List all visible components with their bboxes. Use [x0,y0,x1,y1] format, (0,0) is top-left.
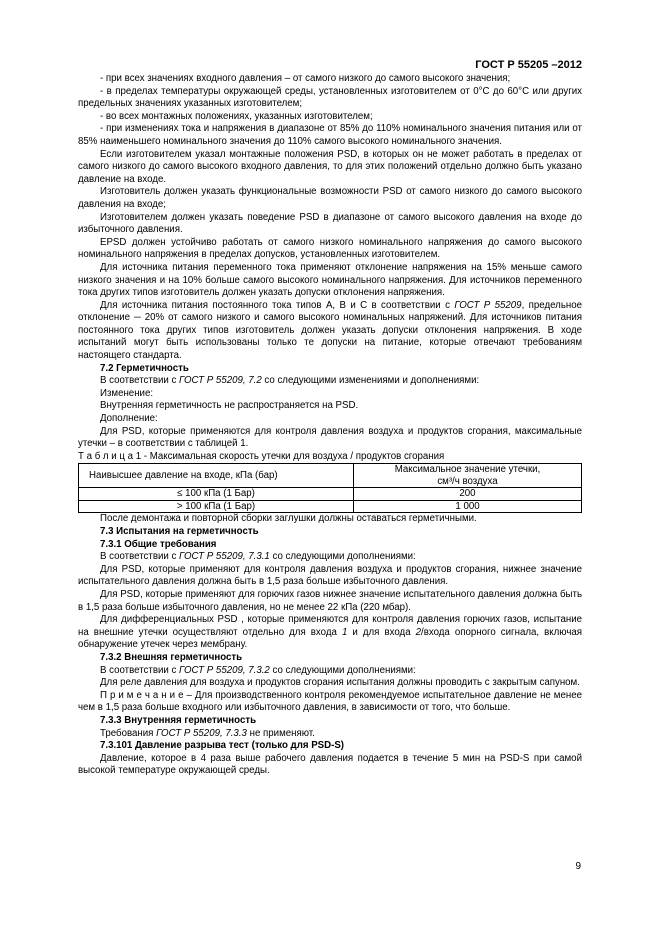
paragraph: Для PSD, которые применяют для горючих газов нижнее значение испытательного давления должна быть в 1,5 раза больше избыточного давления, но не менее 22 кПа (220 мбар). [78,588,582,613]
paragraph: Изменение: [100,387,154,399]
paragraph: Для PSD, которые применяют для контроля давления воздуха и продуктов сгорания, нижнее значение испытательного давления должна быть в 1,5 раза больше избыточного давления. [78,563,582,588]
section-heading-7-3-1: 7.3.1 Общие требования [100,538,217,550]
column-header-leak-line2: см³/ч воздуха [437,475,498,487]
table-row [79,500,582,513]
paragraph: - во всех монтажных положениях, указанных изготовителем; [100,110,373,122]
cell-pressure: ≤ 100 кПа (1 Бар) [79,488,354,501]
paragraph: Внутренняя герметичность не распространяется на PSD. [100,400,359,412]
paragraph [78,728,582,741]
paragraph: Для источника питания переменного тока применяют отклонение напряжения на 15% меньше самого низкого значения и на 10% больше самого высокого номинального напряжения. Для источников переменного тока других типов изготовитель должен указать допуски отклонения напряжения. [78,261,582,299]
column-header-pressure: Наивысшее давление на входе, кПа (бар) [79,464,354,488]
cell-pressure: > 100 кПа (1 Бар) [79,500,354,513]
text: со следующими дополнениями: [269,664,416,676]
table-row [79,488,582,501]
paragraph: После демонтажа и повторной сборки заглушки должны оставаться герметичными. [100,513,477,525]
standard-reference: ГОСТ Р 55209, 7.2 [179,375,262,387]
text: Для источника питания постоянного тока типов А, В и С в соответствии с [100,299,455,311]
text: – Для производственного контроля рекомендуемое испытательное давление не менее чем в 1,5 раза больше входного или избыточного давления, в зависимости от того, что больше. [78,689,582,714]
standard-reference: ГОСТ Р 55209, 7.3.2 [179,664,270,676]
paragraph: - при изменениях тока и напряжения в диапазоне от 85% до 110% номинального значения питания или от 85% наименьшего номинального значения до 110% самого высокого номинального значения. [78,123,582,147]
standard-reference: ГОСТ Р 55209 [454,299,522,311]
paragraph [78,300,582,363]
note-paragraph [78,690,582,715]
paragraph [78,665,582,678]
section-heading-7-3: 7.3 Испытания на герметичность [100,526,259,537]
paragraph: - в пределах температуры окружающей среды, установленных изготовителем от 0°С до 60°С или других предельных значениях указанных изготовителем; [78,85,582,110]
text: В соответствии с [100,551,180,563]
input-number: 2 [415,626,422,638]
table-caption: Т а б л и ц а 1 - Максимальная скорость утечки для воздуха / продуктов сгорания [78,450,445,462]
text: со следующими дополнениями: [269,551,416,563]
paragraph [78,375,582,388]
paragraph [78,551,582,564]
paragraph: Изготовитель должен указать функциональные возможности PSD от самого низкого до самого высокого давления на входе; [78,186,582,210]
text: , предельное отклонение ─ 20% от самого низкого и самого высокого номинальных напряжений. Для источников питания постоянного тока других типов изготовитель должен указать допуски отклонения напряжения. В ходе испытаний могут быть использованы только те допуски на питание, которые отвечают требованиям настоящего стандарта. [78,299,582,362]
section-heading-7-3-2: 7.3.2 Внешняя герметичность [100,651,243,663]
table-header-row [79,464,582,488]
paragraph: Если изготовителем указал монтажные положения PSD, в которых он не может работать в пределах от самого низкого до самого высокого входного давления, то для этих положений отдельно должно быть указано давление на входе. [78,148,582,185]
text: В соответствии с [100,375,180,387]
paragraph: - при всех значениях входного давления – от самого низкого до самого высокого значения; [100,73,511,84]
standard-reference: ГОСТ Р 55209, 7.3.1 [179,551,270,563]
document-header: ГОСТ Р 55205 –2012 [475,59,582,71]
text: не применяют. [246,727,315,739]
cell-leak: 200 [354,488,582,501]
document-body [78,73,582,778]
text: В соответствии с [100,664,180,676]
column-header-leak [354,464,582,488]
section-heading-7-3-3: 7.3.3 Внутренняя герметичность [100,714,257,726]
paragraph: Изготовителем должен указать поведение PSD в диапазоне от самого высокого давления на входе до избыточного давления. [78,211,582,236]
paragraph [78,614,582,652]
column-header-leak-line1: Максимальное значение утечки, [394,464,541,476]
text: Для дифференциальных PSD , которые применяются для контроля давления горючих газов, испытание на внешние утечки осуществляют отдельно для входа [78,614,582,638]
section-heading-7-3-101: 7.3.101 Давление разрыва тест (только для PSD-S) [100,740,345,752]
text: Требования [100,727,157,739]
paragraph: Для реле давления для воздуха и продуктов сгорания испытания должны проводить с закрытым сапуном. [100,677,580,689]
paragraph: Давление, которое в 4 раза выше рабочего давления подается в течение 5 мин на PSD-S при самой высокой температуре окружающей среды. [78,752,582,777]
paragraph: Дополнение: [100,413,158,425]
paragraph: EPSD должен устойчиво работать от самого низкого номинального напряжения до самого высокого номинального напряжения в пределах допусков, установленных изготовителем. [78,236,582,261]
paragraph: Для PSD, которые применяются для контроля давления воздуха и продуктов сгорания, максимальные утечки – в соответствии с таблицей 1. [78,425,582,450]
text: /входа опорного сигнала, включая обнаружение утечек через мембрану. [78,626,583,651]
leak-rate-table [78,463,582,513]
text: и для входа [347,626,416,638]
page-number: 9 [575,861,581,872]
cell-leak: 1 000 [354,500,582,513]
section-heading-7-2: 7.2 Герметичность [100,362,189,374]
input-number: 1 [341,626,348,638]
note-label: П р и м е ч а н и е [100,689,184,701]
standard-reference: ГОСТ Р 55209, 7.3.3 [156,727,247,739]
text: со следующими изменениями и дополнениями: [261,375,480,387]
